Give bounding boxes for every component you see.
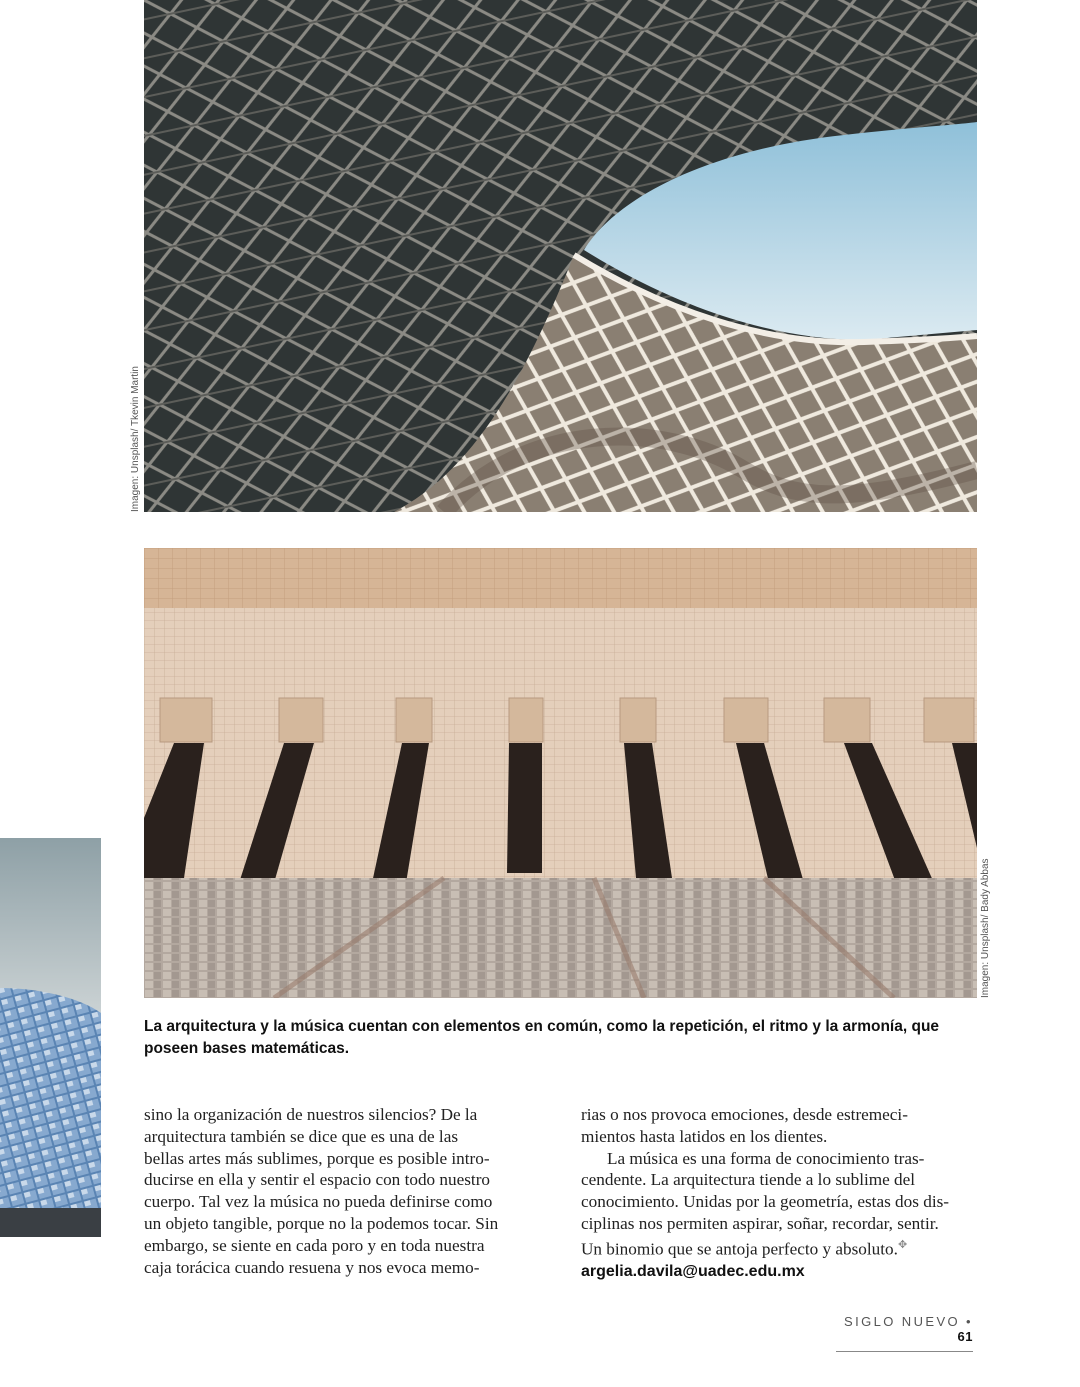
page-number: 61 bbox=[957, 1329, 973, 1344]
publication-name: SIGLO NUEVO bbox=[844, 1314, 961, 1329]
text-line: caja torácica cuando resuena y nos evoca memo- bbox=[144, 1257, 480, 1277]
body-paragraph bbox=[144, 1104, 532, 1278]
photo-glass-building-edge bbox=[0, 838, 101, 1237]
text-line: bellas artes más sublimes, porque es posible intro- bbox=[144, 1148, 490, 1168]
author-email[interactable]: argelia.davila@uadec.edu.mx bbox=[581, 1263, 805, 1281]
text-line: cuerpo. Tal vez la música no pueda definirse como bbox=[144, 1192, 493, 1212]
building-illustration bbox=[144, 548, 977, 998]
canopy-illustration bbox=[144, 0, 977, 512]
text-line: ciplinas nos permiten aspirar, soñar, recordar, sentir. bbox=[581, 1213, 939, 1233]
text-line: arquitectura también se dice que es una de las bbox=[144, 1126, 459, 1146]
body-column-right bbox=[581, 1104, 969, 1283]
text-line: conocimiento. Unidas por la geometría, estas dos dis- bbox=[581, 1192, 950, 1212]
text-line: embargo, se siente en cada poro y en toda nuestra bbox=[144, 1235, 485, 1255]
photo-caption: La arquitectura y la música cuentan con elementos en común, como la repetición, el ritmo y la armonía, que poseen bases matemáticas. bbox=[144, 1018, 940, 1057]
body-paragraph bbox=[581, 1148, 969, 1261]
text-line: La música es una forma de conocimiento tras- bbox=[607, 1148, 925, 1168]
text-line: ducirse en ella y sentir el espacio con todo nuestro bbox=[144, 1170, 491, 1190]
text-line: un objeto tangible, porque no la podemos tocar. Sin bbox=[144, 1213, 499, 1233]
page-footer bbox=[836, 1314, 973, 1352]
photo-timber-canopy bbox=[144, 0, 977, 512]
body-column-left bbox=[144, 1104, 532, 1278]
photo-tiled-building bbox=[144, 548, 977, 998]
body-paragraph bbox=[581, 1104, 969, 1148]
end-mark-icon: ✥ bbox=[897, 1238, 908, 1251]
photo-credit-mid: Imagen: Unsplash/ Bady Abbas bbox=[980, 858, 991, 998]
glass-building-illustration bbox=[0, 838, 101, 1237]
text-line: Un binomio que se antoja perfecto y absoluto. bbox=[581, 1239, 898, 1259]
text-line: rias o nos provoca emociones, desde estremeci- bbox=[581, 1105, 908, 1124]
text-line: sino la organización de nuestros silencios? De la bbox=[144, 1105, 478, 1124]
footer-separator: • bbox=[966, 1314, 973, 1329]
text-line: cendente. La arquitectura tiende a lo sublime del bbox=[581, 1170, 916, 1190]
photo-credit-top: Imagen: Unsplash/ Tkevin Martin bbox=[130, 366, 141, 512]
text-line: mientos hasta latidos en los dientes. bbox=[581, 1126, 828, 1146]
